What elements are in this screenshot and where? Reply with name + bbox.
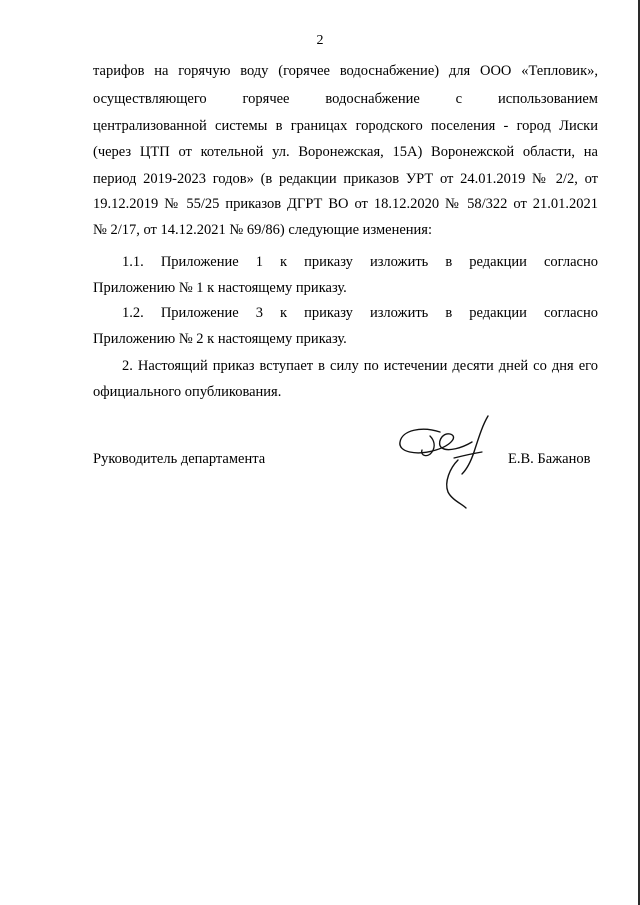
item-2-line-2: официального опубликования. xyxy=(93,384,282,400)
body-line: (через ЦТП от котельной ул. Воронежская, 15А) Воронежской области, на xyxy=(93,144,598,160)
item-1-1-line-2: Приложению № 1 к настоящему приказу. xyxy=(93,280,347,296)
item-1-1-line-1: 1.1. Приложение 1 к приказу изложить в редакции согласно xyxy=(122,254,598,270)
item-1-2-line-2: Приложению № 2 к настоящему приказу. xyxy=(93,331,347,347)
signatory-title: Руководитель департамента xyxy=(93,451,266,467)
item-1-2-line-1: 1.2. Приложение 3 к приказу изложить в редакции согласно xyxy=(122,305,598,321)
body-line: 19.12.2019 № 55/25 приказов ДГРТ ВО от 18.12.2020 № 58/322 от 21.01.2021 xyxy=(93,196,598,212)
item-2-line-1: 2. Настоящий приказ вступает в силу по истечении десяти дней со дня его xyxy=(122,358,598,374)
body-line: осуществляющего горячее водоснабжение с использованием xyxy=(93,91,598,107)
body-line: № 2/17, от 14.12.2021 № 69/86) следующие изменения: xyxy=(93,222,432,238)
handwritten-signature xyxy=(392,412,502,512)
page-number: 2 xyxy=(316,33,324,48)
body-line: централизованной системы в границах городского поселения - город Лиски xyxy=(93,118,598,134)
signatory-name: Е.В. Бажанов xyxy=(508,451,591,467)
body-line: период 2019-2023 годов» (в редакции приказов УРТ от 24.01.2019 № 2/2, от xyxy=(93,171,598,187)
body-line: тарифов на горячую воду (горячее водоснабжение) для ООО «Тепловик», xyxy=(93,63,598,79)
